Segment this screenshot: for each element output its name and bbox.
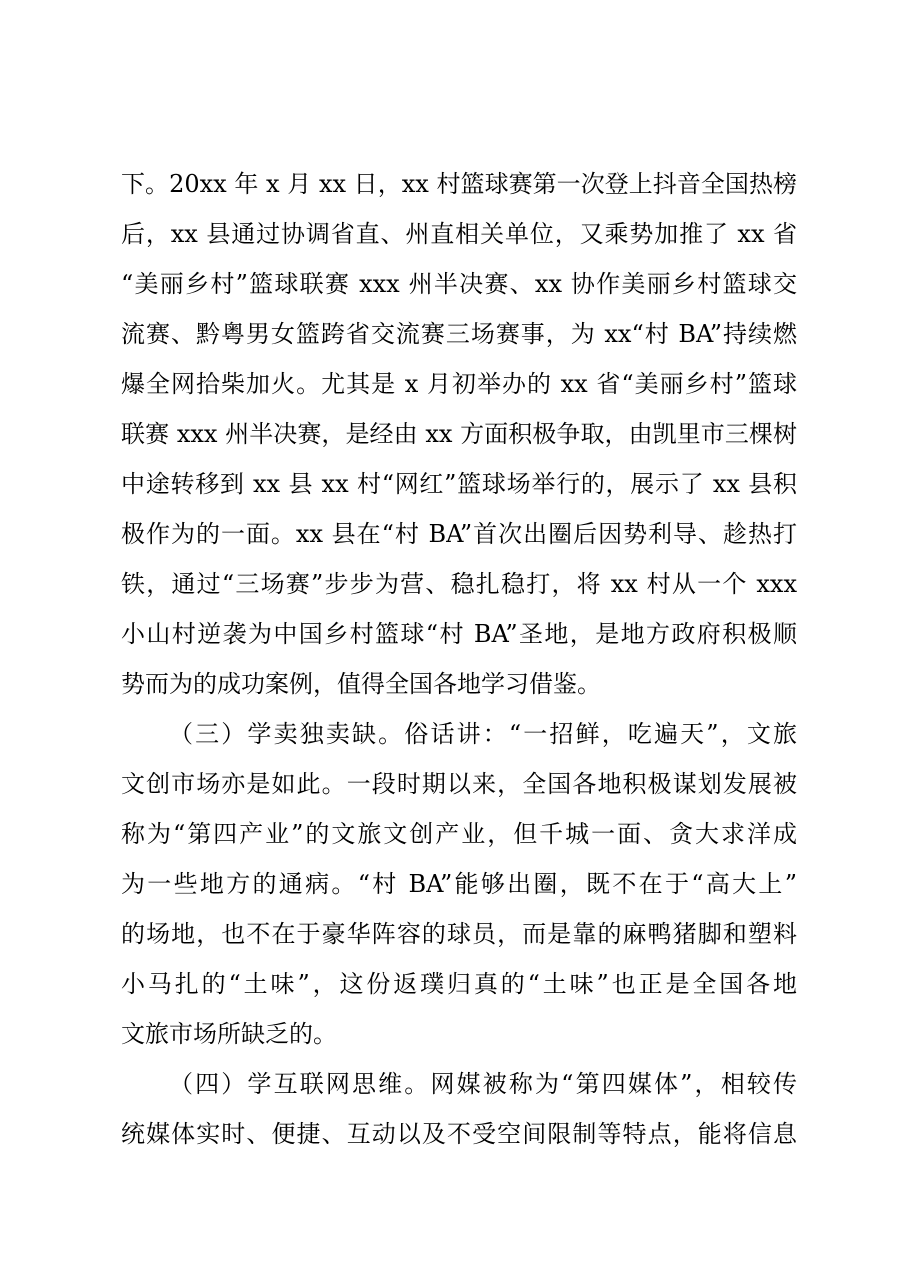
section-heading-line: （三）学卖独卖缺。俗话讲：“一招鲜，吃遍天”，文旅 <box>169 720 797 748</box>
paragraph-line: 联赛 xxx 州半决赛，是经由 xx 方面积极争取，由凯里市三棵树 <box>121 420 797 448</box>
paragraph-line: “美丽乡村”篮球联赛 xxx 州半决赛、xx 协作美丽乡村篮球交 <box>121 270 797 298</box>
paragraph-line: 后，xx 县通过协调省直、州直相关单位，又乘势加推了 xx 省 <box>121 220 797 248</box>
paragraph-line: 的场地，也不在于豪华阵容的球员，而是靠的麻鸭猪脚和塑料 <box>121 920 797 948</box>
paragraph-line: 称为“第四产业”的文旅文创产业，但千城一面、贪大求洋成 <box>121 820 797 848</box>
paragraph-line: 小马扎的“土味”，这份返璞归真的“土味”也正是全国各地 <box>121 970 797 998</box>
paragraph-line: 势而为的成功案例，值得全国各地学习借鉴。 <box>121 670 601 698</box>
paragraph-line: 下。20xx 年 x 月 xx 日，xx 村篮球赛第一次登上抖音全国热榜 <box>121 170 797 198</box>
paragraph-line: 极作为的一面。xx 县在“村 BA”首次出圈后因势利导、趁热打 <box>121 520 797 548</box>
paragraph-line: 中途转移到 xx 县 xx 村“网红”篮球场举行的，展示了 xx 县积 <box>121 470 797 498</box>
section-heading-line: （四）学互联网思维。网媒被称为“第四媒体”，相较传 <box>169 1070 797 1098</box>
paragraph-line: 文旅市场所缺乏的。 <box>121 1020 337 1048</box>
paragraph-line: 为一些地方的通病。“村 BA”能够出圈，既不在于“高大上” <box>121 870 797 898</box>
paragraph-line: 流赛、黔粤男女篮跨省交流赛三场赛事，为 xx“村 BA”持续燃 <box>121 320 797 348</box>
paragraph-line: 统媒体实时、便捷、互动以及不受空间限制等特点，能将信息 <box>121 1120 797 1148</box>
paragraph-line: 小山村逆袭为中国乡村篮球“村 BA”圣地，是地方政府积极顺 <box>121 620 797 648</box>
paragraph-line: 铁，通过“三场赛”步步为营、稳扎稳打，将 xx 村从一个 xxx <box>121 570 797 598</box>
paragraph-line: 文创市场亦是如此。一段时期以来，全国各地积极谋划发展被 <box>121 770 797 798</box>
paragraph-line: 爆全网拾柴加火。尤其是 x 月初举办的 xx 省“美丽乡村”篮球 <box>121 370 797 398</box>
